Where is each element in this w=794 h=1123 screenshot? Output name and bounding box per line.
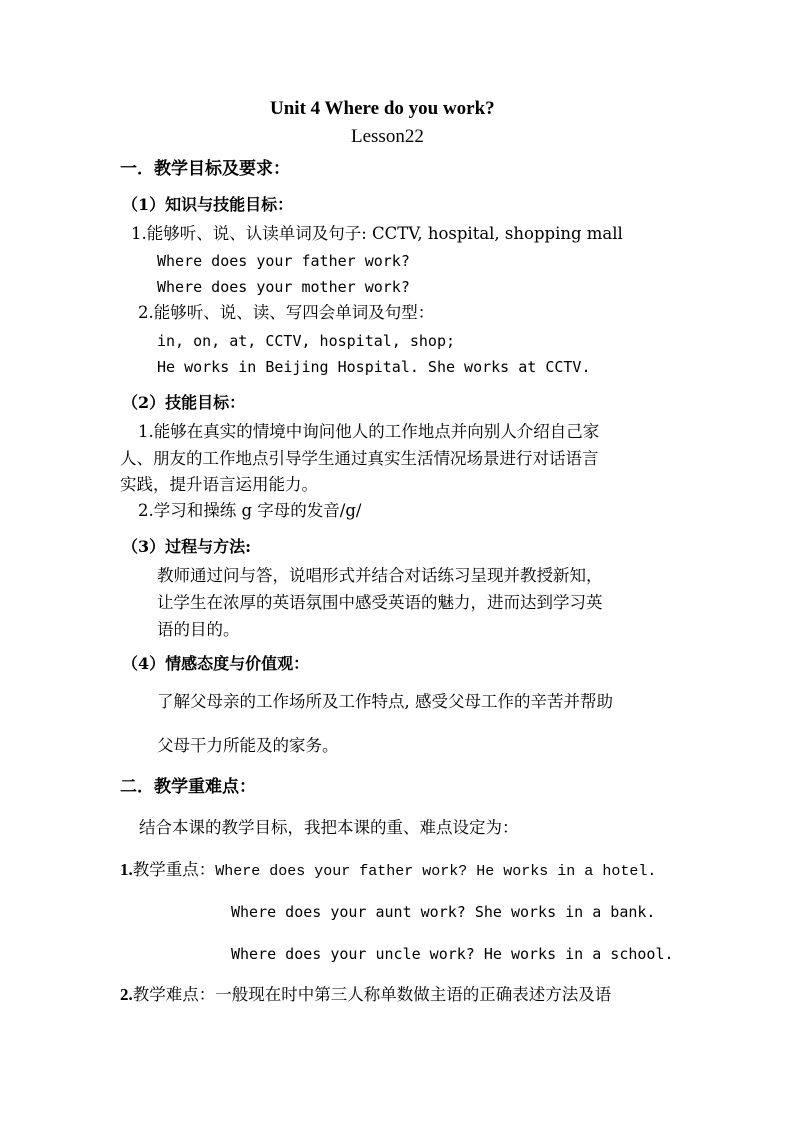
subsection-1-heading: （1）知识与技能目标： bbox=[122, 195, 294, 214]
key-point-sentence-1: Where does your father work? He works in a hotel. bbox=[215, 863, 657, 880]
knowledge-goal-1-text: 1.能够听、说、认读单词及句子: CCTV, hospital, shopping mall bbox=[131, 224, 623, 243]
skill-goal-line-3: 实践，提升语言运用能力。 bbox=[120, 475, 318, 494]
knowledge-word-list: in, on, at, CCTV, hospital, shop; bbox=[157, 332, 456, 350]
difficulty-number: 2. bbox=[120, 985, 133, 1004]
process-line-3: 语的目的。 bbox=[157, 620, 240, 639]
skill-goal-line-1: 1.能够在真实的情境中询问他人的工作地点并向别人介绍自己家 bbox=[138, 422, 600, 441]
key-point-number: 1. bbox=[120, 860, 133, 879]
process-line-1: 教师通过问与答，说唱形式并结合对话练习呈现并教授新知， bbox=[157, 566, 603, 585]
focus-intro: 结合本课的教学目标，我把本课的重、难点设定为： bbox=[139, 818, 519, 837]
lesson-title: Lesson22 bbox=[351, 126, 424, 147]
unit-title: Unit 4 Where do you work? bbox=[270, 98, 495, 119]
key-point-sentence-3: Where does your uncle work? He works in a school. bbox=[231, 945, 674, 963]
knowledge-goal-2: 2.能够听、说、读、写四会单词及句型： bbox=[138, 303, 435, 322]
key-point-sentence-2: Where does your aunt work? She works in a bank. bbox=[231, 903, 656, 921]
key-point-line-1 bbox=[120, 859, 656, 883]
subsection-2-heading: （2）技能目标： bbox=[122, 393, 246, 412]
section-1-heading: 一．教学目标及要求： bbox=[120, 159, 290, 179]
attitude-line-1: 了解父母亲的工作场所及工作特点, 感受父母工作的辛苦并帮助 bbox=[157, 692, 613, 711]
attitude-line-2: 父母干力所能及的家务。 bbox=[157, 736, 339, 755]
section-2-heading: 二．教学重难点： bbox=[120, 777, 256, 797]
skill-goal-line-2: 人、朋友的工作地点引导学生通过真实生活情况场景进行对话语言 bbox=[120, 449, 599, 468]
knowledge-goal-1 bbox=[131, 223, 623, 245]
knowledge-question-mother: Where does your mother work? bbox=[157, 278, 410, 296]
subsection-4-heading: （4）情感态度与价值观： bbox=[122, 654, 310, 673]
subsection-3-heading: （3）过程与方法: bbox=[122, 537, 252, 556]
difficulty-line bbox=[120, 984, 611, 1006]
knowledge-question-father: Where does your father work? bbox=[157, 252, 410, 270]
knowledge-sentence-pattern: He works in Beijing Hospital. She works at CCTV. bbox=[157, 358, 591, 376]
process-line-2: 让学生在浓厚的英语氛围中感受英语的魅力，进而达到学习英 bbox=[157, 593, 603, 612]
skill-goal-2: 2.学习和操练 g 字母的发音/g/ bbox=[138, 501, 362, 520]
difficulty-text: 教学难点：一般现在时中第三人称单数做主语的正确表述方法及语 bbox=[132, 985, 612, 1004]
key-point-label: 教学重点： bbox=[132, 860, 216, 879]
